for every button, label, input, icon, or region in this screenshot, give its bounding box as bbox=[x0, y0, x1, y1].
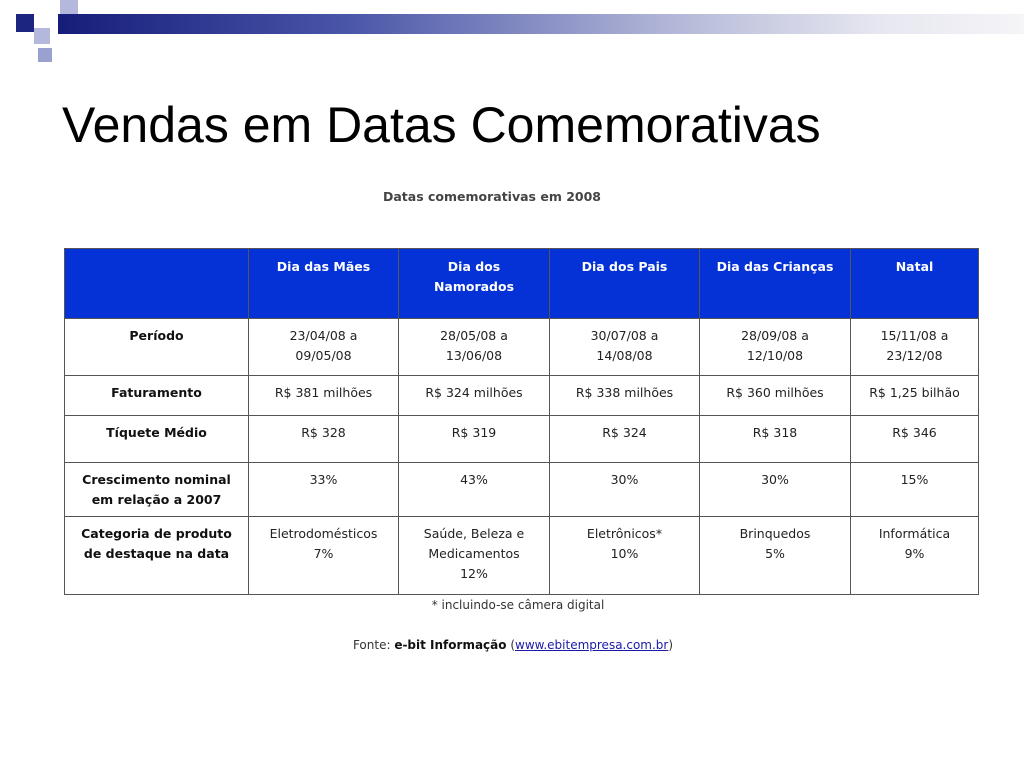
table-cell: 33% bbox=[249, 463, 399, 517]
source-line bbox=[0, 638, 1024, 652]
table-header-row bbox=[65, 249, 979, 319]
header-decoration-bar bbox=[58, 14, 1024, 34]
row-label: Crescimento nominal em relação a 2007 bbox=[65, 463, 249, 517]
table-cell: 43% bbox=[399, 463, 550, 517]
source-prefix: Fonte: bbox=[352, 638, 395, 652]
source-link[interactable]: www.ebitempresa.com.br bbox=[515, 638, 669, 652]
table-header-cell bbox=[65, 249, 249, 319]
table-cell: R$ 328 bbox=[249, 416, 399, 463]
row-label: Período bbox=[65, 319, 249, 376]
table-header-cell: Natal bbox=[851, 249, 979, 319]
slide-title: Vendas em Datas Comemorativas bbox=[62, 97, 821, 153]
source-open-paren: ( bbox=[506, 638, 515, 652]
table-footnote: * incluindo-se câmera digital bbox=[431, 598, 605, 612]
table-cell: R$ 319 bbox=[399, 416, 550, 463]
row-label: Categoria de produto de destaque na data bbox=[65, 517, 249, 595]
table-cell: 23/04/08 a 09/05/08 bbox=[249, 319, 399, 376]
table-header-cell: Dia dos Namorados bbox=[399, 249, 550, 319]
table-row bbox=[65, 376, 979, 416]
table-cell: R$ 1,25 bilhão bbox=[851, 376, 979, 416]
table-cell: R$ 381 milhões bbox=[249, 376, 399, 416]
table-cell: Informática 9% bbox=[851, 517, 979, 595]
table-cell: R$ 324 bbox=[550, 416, 700, 463]
table-row bbox=[65, 319, 979, 376]
table-cell: R$ 318 bbox=[700, 416, 851, 463]
decoration-square bbox=[60, 0, 78, 14]
table-row bbox=[65, 517, 979, 595]
table-header-cell: Dia das Mães bbox=[249, 249, 399, 319]
table-cell: 28/09/08 a 12/10/08 bbox=[700, 319, 851, 376]
table-row bbox=[65, 416, 979, 463]
table-cell: 30% bbox=[700, 463, 851, 517]
table-cell: Saúde, Beleza e Medicamentos 12% bbox=[399, 517, 550, 595]
table-cell: 30/07/08 a 14/08/08 bbox=[550, 319, 700, 376]
decoration-square bbox=[34, 28, 50, 44]
table-cell: 28/05/08 a 13/06/08 bbox=[399, 319, 550, 376]
table-cell: 15% bbox=[851, 463, 979, 517]
table-cell: R$ 346 bbox=[851, 416, 979, 463]
table-cell: Eletrodomésticos 7% bbox=[249, 517, 399, 595]
table-cell: R$ 360 milhões bbox=[700, 376, 851, 416]
table-cell: Brinquedos 5% bbox=[700, 517, 851, 595]
table-cell: 15/11/08 a 23/12/08 bbox=[851, 319, 979, 376]
table-header-cell: Dia dos Pais bbox=[550, 249, 700, 319]
commemorative-dates-table bbox=[64, 248, 979, 595]
row-label: Faturamento bbox=[65, 376, 249, 416]
source-name: e-bit Informação bbox=[394, 638, 507, 652]
table-header-cell: Dia das Crianças bbox=[700, 249, 851, 319]
row-label: Tíquete Médio bbox=[65, 416, 249, 463]
table-row bbox=[65, 463, 979, 517]
table-cell: R$ 324 milhões bbox=[399, 376, 550, 416]
decoration-square bbox=[16, 14, 34, 32]
table-cell: 30% bbox=[550, 463, 700, 517]
decoration-square bbox=[38, 48, 52, 62]
source-close-paren: ) bbox=[668, 638, 674, 652]
table-caption: Datas comemorativas em 2008 bbox=[382, 189, 601, 204]
table-cell: Eletrônicos* 10% bbox=[550, 517, 700, 595]
table-cell: R$ 338 milhões bbox=[550, 376, 700, 416]
